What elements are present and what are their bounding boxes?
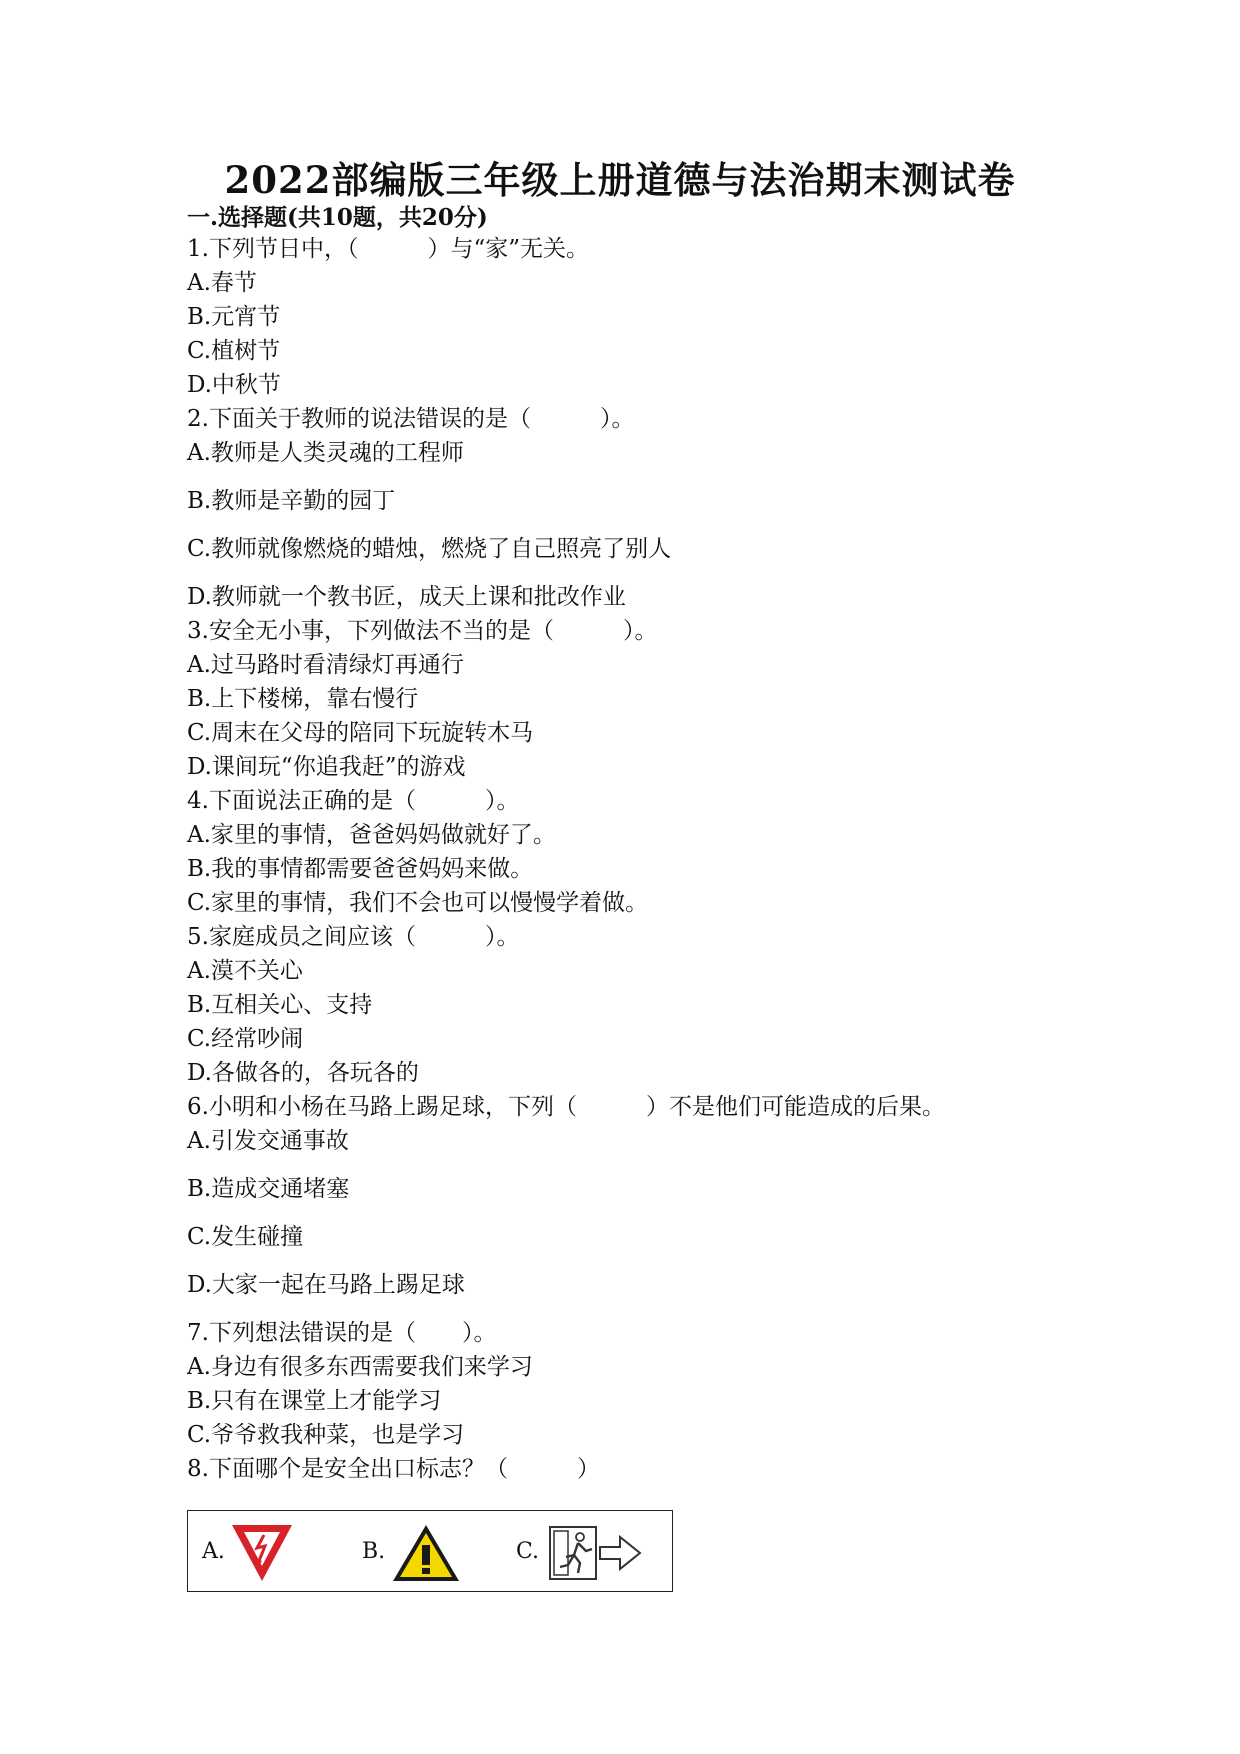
option-1c: C.植树节 (187, 338, 281, 364)
option-7b: B.只有在课堂上才能学习 (187, 1388, 442, 1414)
option-6c: C.发生碰撞 (187, 1224, 304, 1250)
option-5b: B.互相关心、支持 (187, 992, 373, 1018)
exam-title: 2022部编版三年级上册道德与法治期末测试卷 (224, 158, 1016, 202)
sign-label-b: B. (362, 1539, 386, 1564)
question-3: 3.安全无小事，下列做法不当的是（ ）。 (187, 618, 658, 644)
option-1d: D.中秋节 (187, 372, 281, 398)
question-7: 7.下列想法错误的是（ ）。 (187, 1320, 497, 1346)
option-4b: B.我的事情都需要爸爸妈妈来做。 (187, 856, 534, 882)
question-5: 5.家庭成员之间应该（ ）。 (187, 924, 520, 950)
question-8: 8.下面哪个是安全出口标志？（ ） (187, 1456, 600, 1482)
option-6d: D.大家一起在马路上踢足球 (187, 1272, 465, 1298)
option-5c: C.经常吵闹 (187, 1026, 304, 1052)
emergency-exit-icon (548, 1525, 644, 1581)
option-2a: A.教师是人类灵魂的工程师 (187, 440, 464, 466)
option-3c: C.周末在父母的陪同下玩旋转木马 (187, 720, 534, 746)
option-5d: D.各做各的，各玩各的 (187, 1060, 419, 1086)
warning-exclamation-triangle-icon (390, 1521, 462, 1585)
option-1b: B.元宵节 (187, 304, 281, 330)
option-7a: A.身边有很多东西需要我们来学习 (187, 1354, 533, 1380)
option-3a: A.过马路时看清绿灯再通行 (187, 652, 464, 678)
option-4c: C.家里的事情，我们不会也可以慢慢学着做。 (187, 890, 649, 916)
option-4a: A.家里的事情，爸爸妈妈做就好了。 (187, 822, 556, 848)
option-3b: B.上下楼梯，靠右慢行 (187, 686, 419, 712)
option-2b: B.教师是辛勤的园丁 (187, 488, 396, 514)
question-6: 6.小明和小杨在马路上踢足球，下列（ ）不是他们可能造成的后果。 (187, 1094, 945, 1120)
option-3d: D.课间玩“你追我赶”的游戏 (187, 754, 466, 780)
option-7c: C.爷爷救我种菜，也是学习 (187, 1422, 465, 1448)
question-1: 1.下列节日中，（ ）与“家”无关。 (187, 236, 589, 262)
option-6b: B.造成交通堵塞 (187, 1176, 350, 1202)
electric-hazard-triangle-icon (228, 1521, 296, 1585)
section-heading: 一.选择题(共10题，共20分) (187, 204, 488, 231)
question-4: 4.下面说法正确的是（ ）。 (187, 788, 520, 814)
sign-label-c: C. (516, 1539, 540, 1564)
option-2d: D.教师就一个教书匠，成天上课和批改作业 (187, 584, 626, 610)
option-5a: A.漠不关心 (187, 958, 303, 984)
sign-label-a: A. (202, 1539, 225, 1564)
option-2c: C.教师就像燃烧的蜡烛，燃烧了自己照亮了别人 (187, 536, 672, 562)
option-6a: A.引发交通事故 (187, 1128, 349, 1154)
sign-options-figure (187, 1510, 673, 1592)
question-2: 2.下面关于教师的说法错误的是（ ）。 (187, 406, 635, 432)
option-1a: A.春节 (187, 270, 257, 296)
